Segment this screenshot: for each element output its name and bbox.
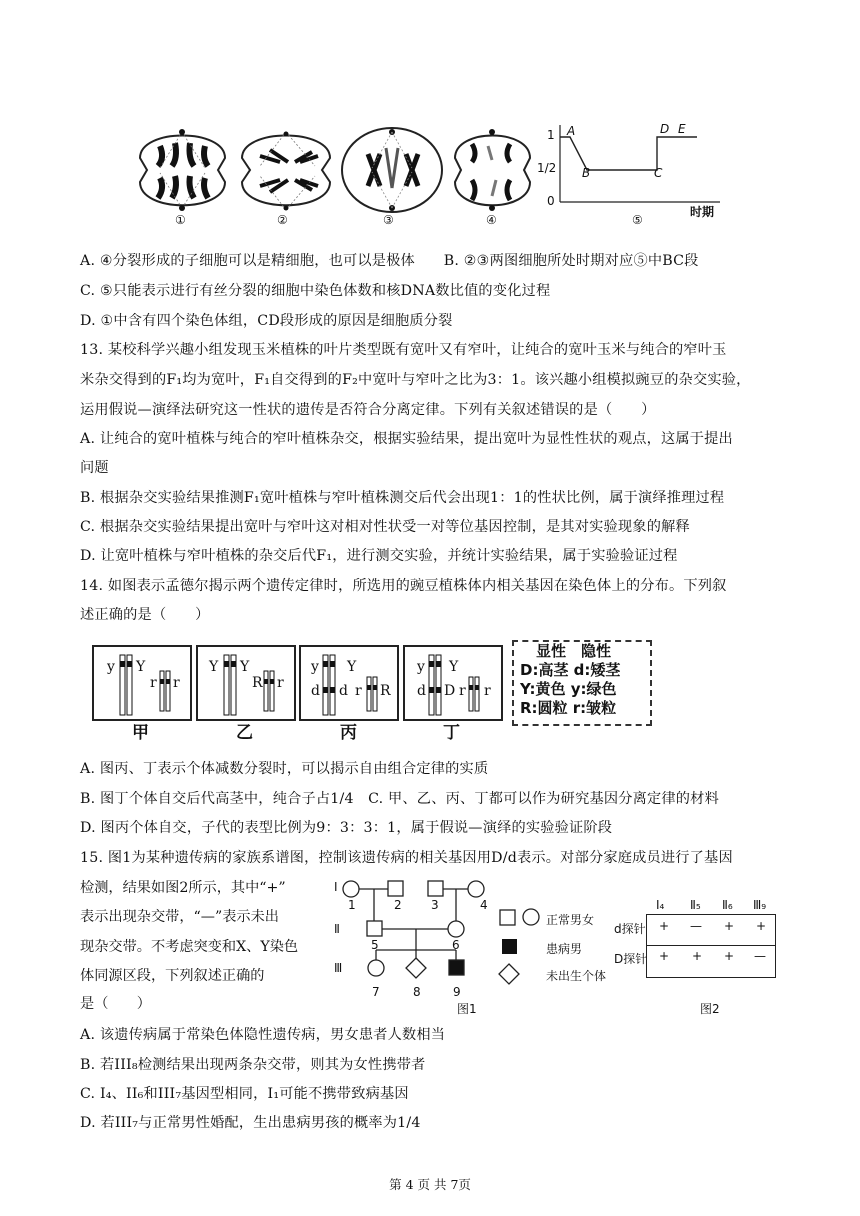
pedigree-id-2: 2 [394,898,402,912]
probe-D-iii9: — [754,949,766,963]
q15-option-a: A. 该遗传病属于常染色体隐性遗传病，男女患者人数相当 [80,1027,446,1043]
probe-header-i4: Ⅰ₄ [656,898,665,912]
jia-gene-r1: r [150,675,157,691]
pedigree-id-1: 1 [348,898,356,912]
q12-option-c: C. ⑤只能表示进行有丝分裂的细胞中染色体数和核DNA数比值的变化过程 [80,283,551,299]
graph-ytick-half: 1/2 [537,161,557,175]
q15-side-2: 表示出现杂交带，“—”表示未出 [80,909,279,925]
legend-y: Y:黄色 y:绿色 [520,680,617,698]
yi-gene-r: r [277,675,284,691]
cell-2-diagram [242,132,330,211]
genotype-label-ding: 丁 [443,723,460,743]
probe-d-ii5: — [690,919,702,933]
q14-option-d: D. 图丙个体自交，子代的表型比例为9：3：3：1，属于假说—演绎的实验验证阶段 [80,820,613,836]
legend-header: 显性 隐性 [536,642,612,660]
pedigree-gen-3: Ⅲ [334,961,343,975]
pedigree-gen-2: Ⅱ [334,922,340,936]
cell-2-label: ② [277,213,288,227]
genotype-label-yi: 乙 [236,723,253,743]
cell-3-diagram [342,128,442,212]
cell-1-label: ① [175,213,186,227]
ding-gene-r2: r [484,683,491,699]
q13-line-1: 13. 某校科学兴趣小组发现玉米植株的叶片类型既有宽叶又有窄叶，让纯合的宽叶玉米与纯合的窄叶玉 [80,342,727,358]
yi-gene-Y1: Y [209,659,219,675]
pedigree-id-6: 6 [452,938,460,952]
jia-gene-y: y [107,659,115,675]
genotype-label-bing: 丙 [340,723,357,743]
probe-table-caption: 图2 [700,1002,720,1016]
q13-option-c: C. 根据杂交实验结果提出宽叶与窄叶这对相对性状受一对等位基因控制，是其对实验现象的解释 [80,519,690,535]
probe-header-ii5: Ⅱ₅ [690,898,701,912]
q13-option-a: A. 让纯合的宽叶植株与纯合的窄叶植株杂交，根据实验结果，提出宽叶为显性性状的观点，这属于提出 [80,431,733,447]
jia-gene-Y: Y [136,659,146,675]
q15-line-1: 15. 图1为某种遗传病的家族系谱图，控制该遗传病的相关基因用D/d表示。对部分家庭成员进行了基因 [80,850,733,866]
q14-line-1: 14. 如图表示孟德尔揭示两个遗传定律时，所选用的豌豆植株体内相关基因在染色体上的分布。下列叙 [80,578,727,594]
cell-division-figures [130,118,540,230]
cell-4-diagram [455,129,530,211]
q15-option-c: C. I₄、II₆和III₇基因型相同，I₁可能不携带致病基因 [80,1086,409,1102]
probe-D-ii6: + [724,949,735,963]
probe-D-ii5: + [692,949,703,963]
bing-gene-r: r [355,683,362,699]
q13-line-3: 运用假说—演绎法研究这一性状的遗传是否符合分离定律。下列有关叙述错误的是（ ） [80,402,656,418]
page-footer: 第 4 页 共 7页 [389,1177,471,1192]
q13-line-2: 米杂交得到的F₁均为宽叶，F₁自交得到的F₂中宽叶与窄叶之比为3：1。该兴趣小组模拟豌豆的杂交实验， [80,372,751,388]
probe-row-D-label: D探针 [614,952,648,966]
probe-d-iii9: + [756,919,767,933]
q14-option-a: A. 图丙、丁表示个体减数分裂时，可以揭示自由组合定律的实质 [80,761,489,777]
q13-option-b: B. 根据杂交实验结果推测F₁宽叶植株与窄叶植株测交后代会出现1：1的性状比例，属于演绎推理过程 [80,490,725,506]
pedigree-gen-1: Ⅰ [334,880,338,894]
cell-4-label: ④ [486,213,497,227]
bing-gene-y: y [311,659,319,675]
q13-option-a-cont: 问题 [80,460,109,476]
genotype-box-jia [92,645,192,721]
yi-gene-Y2: Y [240,659,250,675]
q15-option-d: D. 若III₇与正常男性婚配，生出患病男孩的概率为1/4 [80,1115,421,1131]
probe-d-ii6: + [724,919,735,933]
graph-ytick-1: 1 [547,128,555,142]
bing-gene-d2: d [339,683,348,699]
bing-gene-R: R [380,683,391,699]
ding-gene-D: D [444,683,456,699]
pedigree-legend-unborn: 未出生个体 [546,969,607,983]
pedigree-id-3: 3 [431,898,439,912]
q15-option-b: B. 若III₈检测结果出现两条杂交带，则其为女性携带者 [80,1057,426,1073]
pedigree-id-5: 5 [371,938,379,952]
q14-line-2: 述正确的是（ ） [80,607,210,623]
legend-r: R:圆粒 r:皱粒 [520,699,617,717]
genotype-label-jia: 甲 [132,723,149,743]
bing-gene-Y: Y [347,659,357,675]
graph-point-c: C [654,166,663,180]
probe-D-i4: + [659,949,670,963]
probe-header-iii9: Ⅲ₉ [753,898,767,912]
q15-side-3: 现杂交带。不考虑突变和X、Y染色 [80,939,299,955]
pedigree-id-7: 7 [372,985,380,999]
q15-side-5: 是（ ） [80,996,151,1012]
graph-point-e: E [678,122,686,136]
graph-point-a: A [567,124,576,138]
q15-side-1: 检测，结果如图2所示，其中“+” [80,880,286,896]
ding-gene-d: d [417,683,426,699]
pedigree-legend-normal: 正常男女 [546,913,595,927]
ding-gene-y: y [417,659,425,675]
jia-gene-r2: r [173,675,180,691]
graph-x-label: 时期 [690,205,715,219]
yi-gene-R: R [252,675,263,691]
q14-option-bc: B. 图丁个体自交后代高茎中，纯合子占1/4 C. 甲、乙、丙、丁都可以作为研究基因分离定律的材料 [80,791,719,807]
genotype-box-yi [196,645,296,721]
cell-1-diagram [140,129,225,211]
q12-option-d: D. ①中含有四个染色体组，CD段形成的原因是细胞质分裂 [80,313,453,329]
genotype-box-bing [299,645,399,721]
pedigree-id-4: 4 [480,898,488,912]
q15-side-4: 体同源区段，下列叙述正确的 [80,968,265,984]
ding-gene-r1: r [459,683,466,699]
pedigree-legend-affected: 患病男 [546,942,583,956]
genotype-box-ding [403,645,503,721]
q13-option-d: D. 让宽叶植株与窄叶植株的杂交后代F₁，进行测交实验，并统计实验结果，属于实验验证过程 [80,548,678,564]
legend-d: D:高茎 d:矮茎 [520,661,621,679]
probe-d-i4: + [659,919,670,933]
probe-header-ii6: Ⅱ₆ [722,898,733,912]
probe-row-d-label: d探针 [614,922,646,936]
graph-ytick-0: 0 [547,194,555,208]
graph-label: ⑤ [632,213,643,227]
cell-3-label: ③ [383,213,394,227]
pedigree-id-9: 9 [453,985,461,999]
bing-gene-d1: d [311,683,320,699]
gene-legend [512,640,652,726]
ding-gene-Y: Y [449,659,459,675]
pedigree-id-8: 8 [413,985,421,999]
graph-point-d: D [660,122,670,136]
q12-option-ab: A. ④分裂形成的子细胞可以是精细胞，也可以是极体 B. ②③两图细胞所处时期对应⑤中BC段 [80,253,699,269]
pedigree-caption: 图1 [457,1002,477,1016]
graph-point-b: B [582,166,591,180]
